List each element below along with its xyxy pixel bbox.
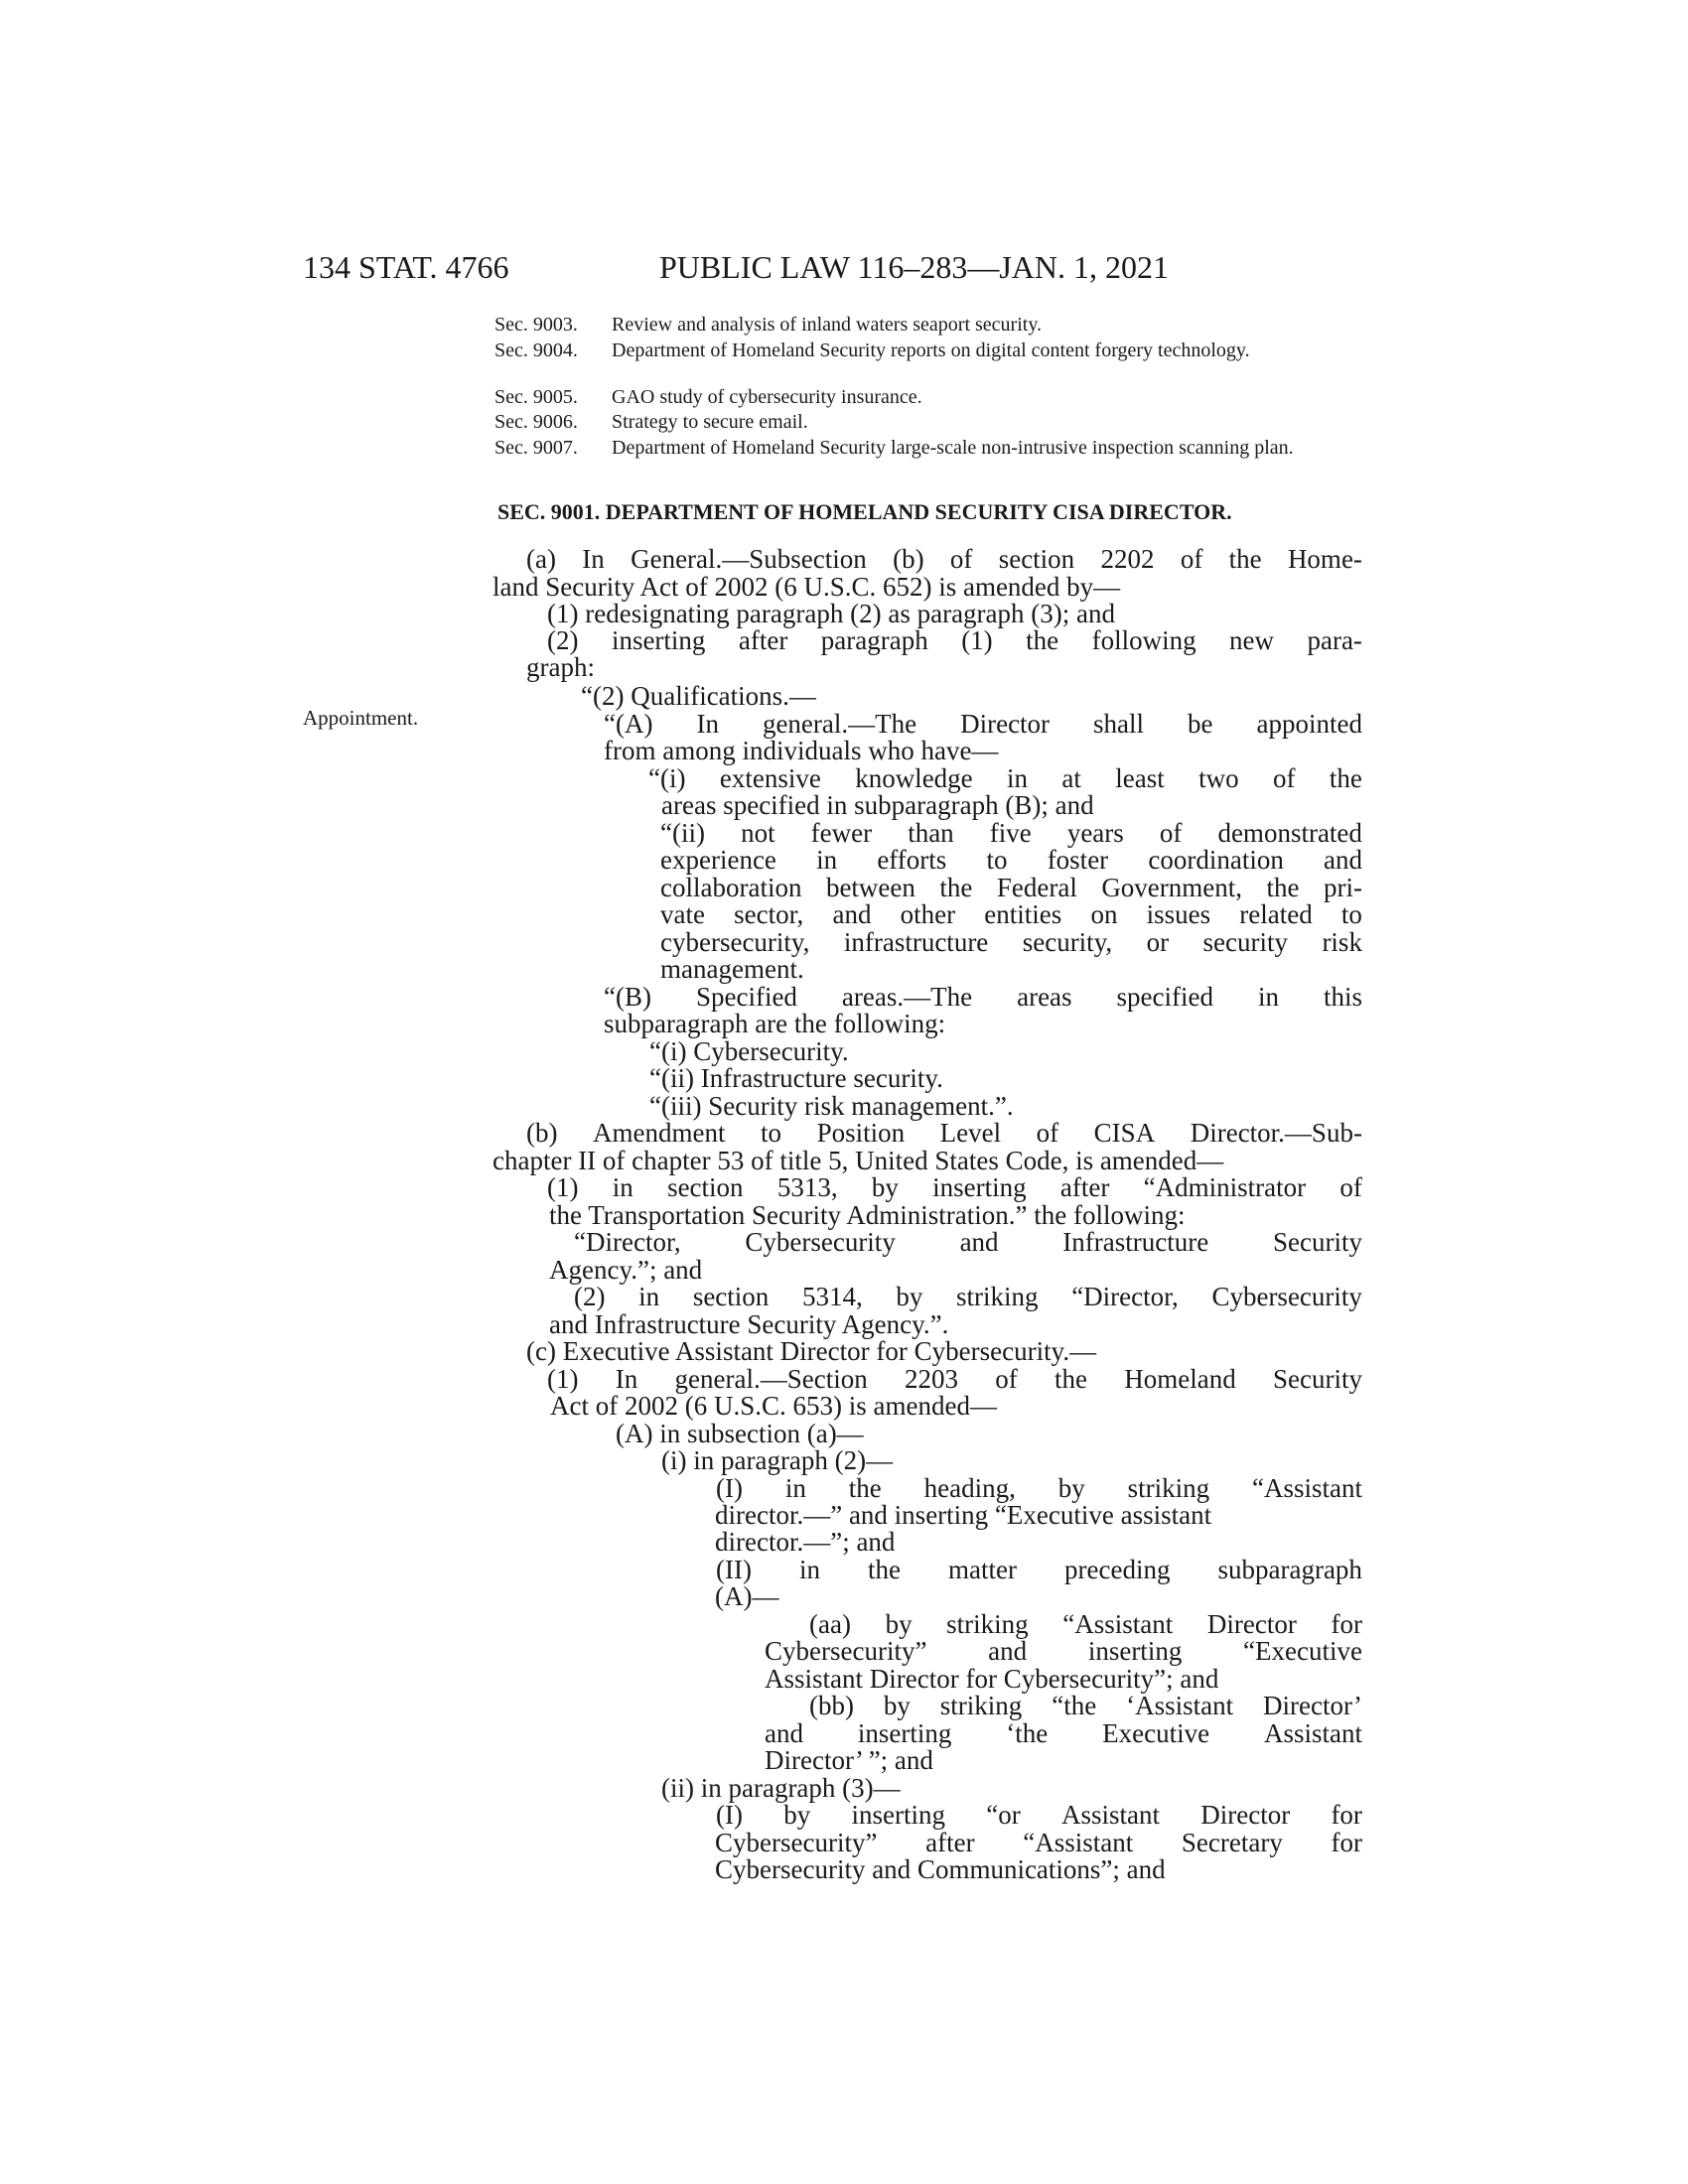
body-text-line: graph: [526,652,595,682]
toc-section-title: Department of Homeland Security large-scale non-intrusive inspection scanning plan. [612,437,1294,459]
body-text-line: experience in efforts to foster coordination and [660,845,1362,875]
body-text-line: (2) inserting after paragraph (1) the following new para- [547,625,1362,655]
body-text-line: management. [660,954,804,984]
body-text-line: (2) in section 5314, by striking “Director, Cybersecurity [574,1282,1362,1311]
page-number-header: 134 STAT. 4766 [303,249,509,285]
body-text-line: the Transportation Security Administration.” the following: [549,1200,1186,1230]
body-text-line: “Director, Cybersecurity and Infrastructure Security [574,1227,1362,1257]
toc-section-title: Strategy to secure email. [612,411,808,433]
body-text-line: (A) in subsection (a)— [616,1419,864,1448]
body-text-line: Agency.”; and [549,1255,703,1285]
toc-section-number: Sec. 9005. [494,386,578,408]
body-text-line: “(i) extensive knowledge in at least two of the [648,763,1362,793]
body-text-line: (aa) by striking “Assistant Director for [809,1609,1362,1639]
toc-section-title: GAO study of cybersecurity insurance. [612,386,922,408]
toc-section-title: Review and analysis of inland waters seaport security. [612,314,1043,336]
toc-section-number: Sec. 9006. [494,411,578,433]
toc-item [494,387,1477,407]
body-text-line: chapter II of chapter 53 of title 5, United States Code, is amended— [492,1146,1224,1175]
body-text-line: “(ii) not fewer than five years of demonstrated [660,818,1362,848]
running-title-header: PUBLIC LAW 116–283—JAN. 1, 2021 [659,249,1169,285]
body-text-line: (b) Amendment to Position Level of CISA Director.—Sub- [526,1118,1362,1148]
toc-item [494,341,1477,360]
body-text-line: director.—”; and [715,1527,896,1557]
body-text-line: subparagraph are the following: [604,1009,946,1038]
body-text-line: areas specified in subparagraph (B); and [661,790,1094,820]
body-text-line: director.—” and inserting “Executive assistant [715,1500,1212,1530]
toc-section-number: Sec. 9003. [494,314,578,336]
body-text-line: (1) redesignating paragraph (2) as paragraph (3); and [547,599,1115,628]
body-text-line: (A)— [715,1581,779,1611]
body-text-line: “(A) In general.—The Director shall be appointed [604,709,1362,739]
toc-section-number: Sec. 9007. [494,437,578,459]
section-heading: SEC. 9001. DEPARTMENT OF HOMELAND SECURITY CISA DIRECTOR. [497,499,1232,524]
body-text-line: (a) In General.—Subsection (b) of section 2202 of the Home- [526,544,1362,574]
body-text-line: “(B) Specified areas.—The areas specified in this [604,982,1362,1012]
body-text-line: “(i) Cybersecurity. [649,1036,849,1066]
body-text-line: and inserting ‘the Executive Assistant [765,1718,1362,1748]
body-text-line: from among individuals who have— [604,736,999,765]
body-text-line: “(iii) Security risk management.”. [649,1091,1014,1121]
body-text-line: Assistant Director for Cybersecurity”; and [765,1664,1219,1694]
body-text-line: (I) in the heading, by striking “Assistant [716,1473,1362,1503]
toc-item [494,315,1477,335]
body-text-line: (bb) by striking “the ‘Assistant Director’ [809,1691,1362,1720]
body-text-line: (1) in section 5313, by inserting after “Administrator of [547,1172,1362,1202]
body-text-line: vate sector, and other entities on issues related to [660,899,1362,929]
body-text-line: (I) by inserting “or Assistant Director for [716,1800,1362,1830]
body-text-line: “(2) Qualifications.— [581,681,816,711]
body-text-line: (II) in the matter preceding subparagraph [716,1555,1362,1584]
toc-section-title: Department of Homeland Security reports on digital content forgery technology. [612,340,1250,361]
body-text-line: Cybersecurity and Communications”; and [715,1854,1166,1884]
body-text-line: and Infrastructure Security Agency.”. [549,1309,949,1339]
body-text-line: Cybersecurity” after “Assistant Secretary for [715,1828,1362,1857]
body-text-line: collaboration between the Federal Government, the pri- [660,873,1362,902]
body-text-line: (i) in paragraph (2)— [661,1445,894,1475]
body-text-line: Cybersecurity” and inserting “Executive [765,1636,1362,1666]
body-text-line: (c) Executive Assistant Director for Cybersecurity.— [526,1336,1097,1366]
body-text-line: (1) In general.—Section 2203 of the Homeland Security [547,1364,1362,1394]
margin-note: Appointment. [303,706,419,730]
body-text-line: Director’ ”; and [765,1745,933,1775]
toc-section-number: Sec. 9004. [494,340,578,361]
body-text-line: Act of 2002 (6 U.S.C. 653) is amended— [550,1391,997,1421]
body-text-line: (ii) in paragraph (3)— [661,1773,901,1803]
body-text-line: “(ii) Infrastructure security. [649,1063,943,1093]
body-text-line: cybersecurity, infrastructure security, or security risk [660,927,1362,957]
toc-item [494,438,1477,458]
body-text-line: land Security Act of 2002 (6 U.S.C. 652) is amended by— [492,572,1121,602]
toc-item [494,412,1477,432]
